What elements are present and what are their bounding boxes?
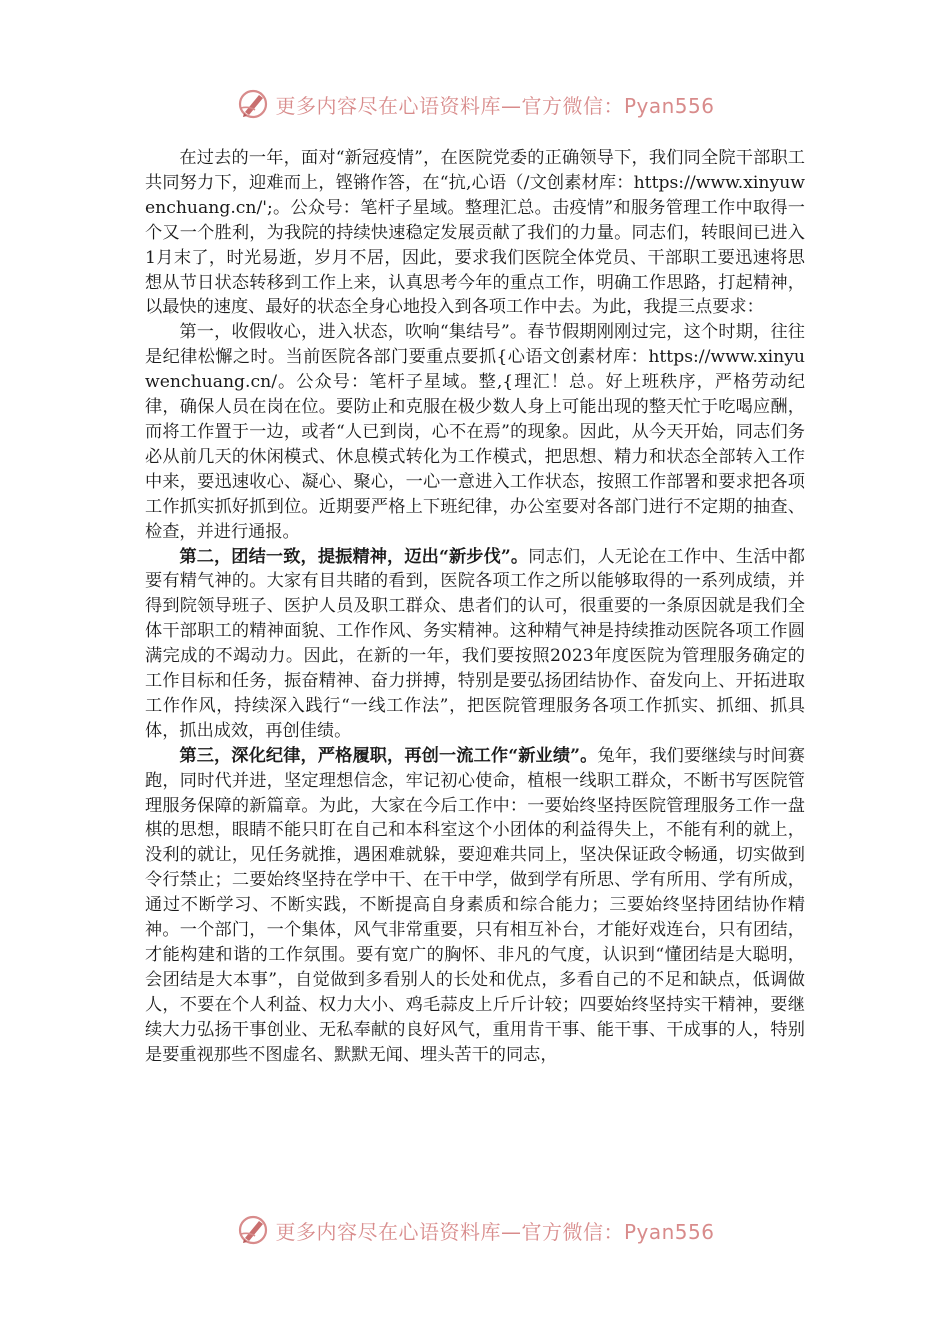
paragraph-point-1 [145,320,805,544]
banner-text: 更多内容尽在心语资料库—官方微信：Pyan556 [275,93,715,118]
paragraph-text: 第一，收假收心，进入状态，吹响“集结号”。春节假期刚刚过完，这个时期，往往是纪律松懈之时。当前医院各部门要重点要抓{心语文创素材库：https://www.xinyuwenchuang.cn/。公众号：笔杆子星域。整,{理汇！总。好上班秩序，严格劳动纪律，确保人员在岗在位。要防止和克服在极少数人身上可能出现的整天忙于吃喝应酬，而将工作置于一边，或者“人已到岗，心不在焉”的现象。因此，从今天开始，同志们务必从前几天的休闲模式、休息模式转化为工作模式，把思想、精力和状态全部转入工作中来，要迅速收心、凝心、聚心，一心一意进入工作状态，按照工作部署和要求把各项工作抓实抓好抓到位。近期要严格上下班纪律，办公室要对各部门进行不定期的抽查、检查，并进行通报。 [145,322,805,542]
paragraph-text: 在过去的一年，面对“新冠疫情”，在医院党委的正确领导下，我们同全院干部职工共同努力下，迎难而上，铿锵作答，在“抗,心语（/文创素材库：https://www.xinyuwenchuang.cn/';。公众号：笔杆子星域。整理汇总。击疫情”和服务管理工作中取得一个又一个胜利，为我院的持续快速稳定发展贡献了我们的力量。同志们，转眼间已进入1月末了，时光易逝，岁月不居，因此，要求我们医院全体党员、干部职工要迅速将思想从节日状态转移到工作上来，认真思考今年的重点工作，明确工作思路，打起精神，以最快的速度、最好的状态全身心地投入到各项工作中去。为此，我提三点要求： [145,148,805,318]
footer-banner [0,1208,950,1252]
paragraph-lead: 第三，深化纪律，严格履职，再创一流工作“新业绩”。 [179,745,598,766]
banner-text: 更多内容尽在心语资料库—官方微信：Pyan556 [275,1219,715,1244]
paragraph-point-2 [145,545,805,744]
paragraph-lead: 第二，团结一致，提振精神，迈出“新步伐”。 [179,546,529,567]
paragraph-text: 同志们，人无论在工作中、生活中都要有精气神的。大家有目共睹的看到，医院各项工作之所以能够取得的一系列成绩，并得到院领导班子、医护人员及职工群众、患者们的认可，很重要的一条原因就是我们全体干部职工的精神面貌、工作作风、务实精神。这种精气神是持续推动医院各项工作圆满完成的不竭动力。因此，在新的一年，我们要按照2023年度医院为管理服务确定的工作目标和任务，振奋精神、奋力拼搏，特别是要弘扬团结协作、奋发向上、开拓进取工作作风，持续深入践行“一线工作法”，把医院管理服务各项工作抓实、抓细、抓具体，抓出成效，再创佳绩。 [145,546,805,741]
pen-nib-logo-icon [235,86,271,122]
header-banner [0,82,950,126]
paragraph-text: 兔年，我们要继续与时间赛跑，同时代并进，坚定理想信念，牢记初心使命，植根一线职工群众，不断书写医院管理服务保障的新篇章。为此，大家在今后工作中：一要始终坚持医院管理服务工作一盘棋的思想，眼睛不能只盯在自己和本科室这个小团体的利益得失上，不能有利的就上，没利的就让，见任务就推，遇困难就躲，要迎难共同上，坚决保证政令畅通，切实做到令行禁止；二要始终坚持在学中干、在干中学，做到学有所思、学有所用、学有所成，通过不断学习、不断实践，不断提高自身素质和综合能力；三要始终坚持团结协作精神。一个部门，一个集体，风气非常重要，只有相互补台，才能好戏连台，只有团结，才能构建和谐的工作氛围。要有宽广的胸怀、非凡的气度，认识到“懂团结是大聪明，会团结是大本事”，自觉做到多看别人的长处和优点，多看自己的不足和缺点，低调做人，不要在个人利益、权力大小、鸡毛蒜皮上斤斤计较；四要始终坚持实干精神，要继续大力弘扬干事创业、无私奉献的良好风气，重用肯干事、能干事、干成事的人，特别是要重视那些不图虚名、默默无闻、埋头苦干的同志， [145,745,805,1065]
pen-nib-logo-icon [235,1212,271,1248]
paragraph-intro [145,146,805,320]
document-body [145,146,805,1068]
paragraph-point-3 [145,744,805,1068]
